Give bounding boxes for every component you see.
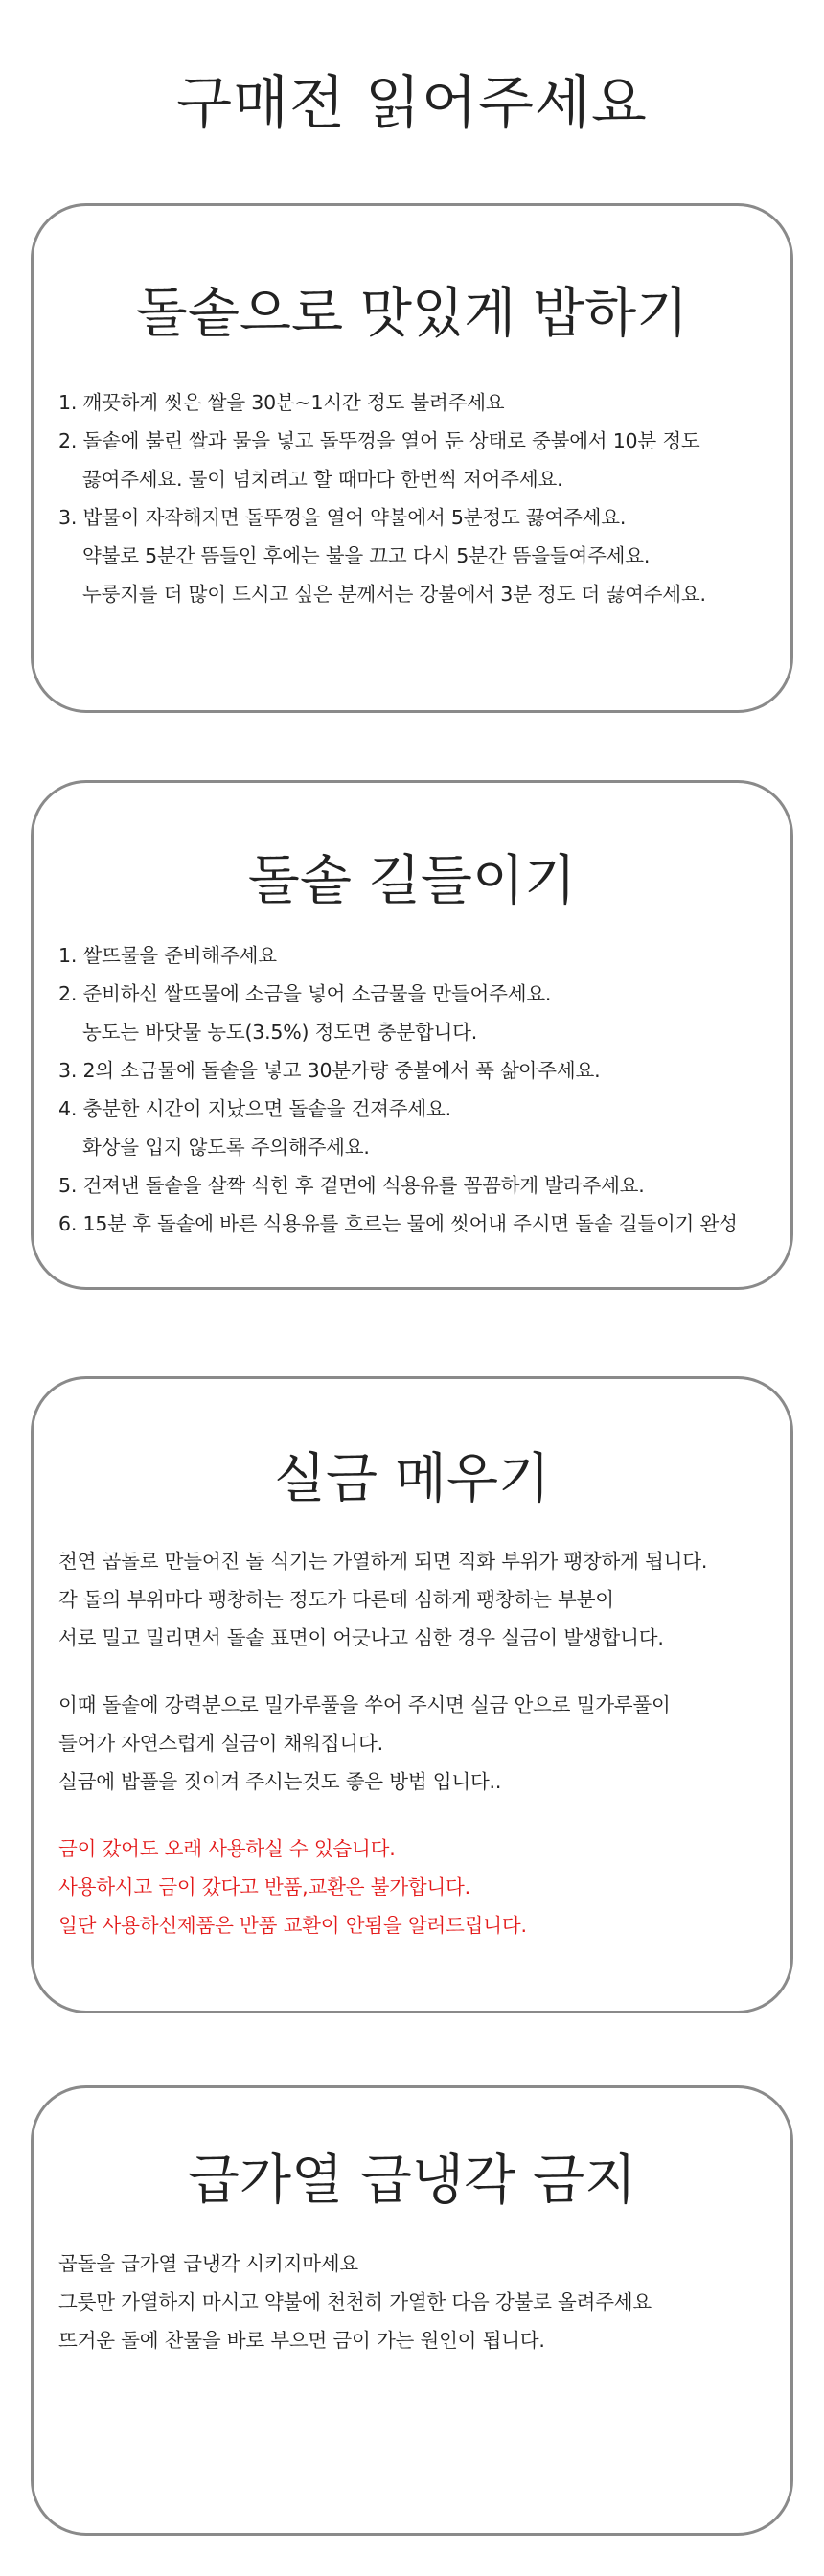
cooking-step-1: 1. 깨끗하게 씻은 쌀을 30분~1시간 정도 불려주세요 [58,391,505,414]
warning-line: 사용하시고 금이 갔다고 반품,교환은 불가합니다. [58,1875,470,1898]
crack-text-line: 천연 곱돌로 만들어진 돌 식기는 가열하게 되면 직화 부위가 팽창하게 됩니다. [58,1550,708,1573]
thermal-shock-title: 급가열 급냉각 금지 [187,2150,637,2212]
crack-text-line: 이때 돌솥에 강력분으로 밀가루풀을 쑤어 주시면 실금 안으로 밀가루풀이 [58,1693,671,1716]
cooking-step-3-cont-1: 약불로 5분간 뜸들인 후에는 불을 끄고 다시 5분간 뜸을들여주세요. [82,544,651,567]
crack-text-line: 각 돌의 부위마다 팽창하는 정도가 다른데 심하게 팽창하는 부분이 [58,1588,614,1611]
seasoning-step-4-cont: 화상을 입지 않도록 주의해주세요. [82,1136,370,1159]
thermal-text-line: 뜨거운 돌에 찬물을 바로 부으면 금이 가는 원인이 됩니다. [58,2329,545,2352]
seasoning-step-6: 6. 15분 후 돌솥에 바른 식용유를 흐르는 물에 씻어내 주시면 돌솥 길들이기 완성 [58,1212,738,1235]
warning-line: 금이 갔어도 오래 사용하실 수 있습니다. [58,1837,396,1860]
crack-text-line: 서로 밀고 밀리면서 돌솥 표면이 어긋나고 심한 경우 실금이 발생합니다. [58,1626,664,1649]
cooking-step-3-cont-2: 누룽지를 더 많이 드시고 싶은 분께서는 강불에서 3분 정도 더 끓여주세요. [82,583,706,606]
seasoning-step-5: 5. 건져낸 돌솥을 살짝 식힌 후 겉면에 식용유를 꼼꼼하게 발라주세요. [58,1174,645,1197]
paragraph-spacer [58,1657,771,1686]
cooking-step-2: 2. 돌솥에 불린 쌀과 물을 넣고 돌뚜껑을 열어 둔 상태로 중불에서 10분 정도 [58,429,700,452]
seasoning-step-2-cont: 농도는 바닷물 농도(3.5%) 정도면 충분합니다. [82,1021,478,1044]
crack-text-line: 실금에 밥풀을 짓이겨 주시는것도 좋은 방법 입니다.. [58,1770,502,1793]
seasoning-step-3: 3. 2의 소금물에 돌솥을 넣고 30분가량 중불에서 푹 삶아주세요. [58,1059,601,1082]
seasoning-step-2: 2. 준비하신 쌀뜨물에 소금을 넣어 소금물을 만들어주세요. [58,982,552,1005]
seasoning-guide-title: 돌솥 길들이기 [247,850,577,912]
thermal-text-line: 그릇만 가열하지 마시고 약불에 천천히 가열한 다음 강불로 올려주세요 [58,2290,652,2313]
paragraph-spacer [58,1801,771,1829]
cooking-step-3: 3. 밥물이 자작해지면 돌뚜껑을 열어 약불에서 5분정도 끓여주세요. [58,506,627,529]
thermal-shock-body [58,2244,771,2359]
warning-line: 일단 사용하신제품은 반품 교환이 안됨을 알려드립니다. [58,1914,527,1937]
thermal-text-line: 곱돌을 급가열 급냉각 시키지마세요 [58,2252,358,2275]
cooking-step-2-cont: 끓여주세요. 물이 넘치려고 할 때마다 한번씩 저어주세요. [82,468,563,491]
thermal-shock-card [31,2085,793,2536]
cooking-guide-card [31,203,793,713]
crack-repair-title: 실금 메우기 [273,1448,551,1510]
cooking-guide-body [58,383,771,613]
seasoning-guide-card [31,780,793,1290]
seasoning-step-4: 4. 충분한 시간이 지났으면 돌솥을 건져주세요. [58,1097,451,1120]
page-title: 구매전 읽어주세요 [176,70,648,137]
seasoning-guide-body [58,936,771,1243]
crack-repair-body [58,1542,771,1944]
crack-repair-card [31,1376,793,2013]
cooking-guide-title: 돌솥으로 맛있게 밥하기 [135,283,689,345]
crack-text-line: 들어가 자연스럽게 실금이 채워집니다. [58,1732,383,1755]
seasoning-step-1: 1. 쌀뜨물을 준비해주세요 [58,944,277,967]
